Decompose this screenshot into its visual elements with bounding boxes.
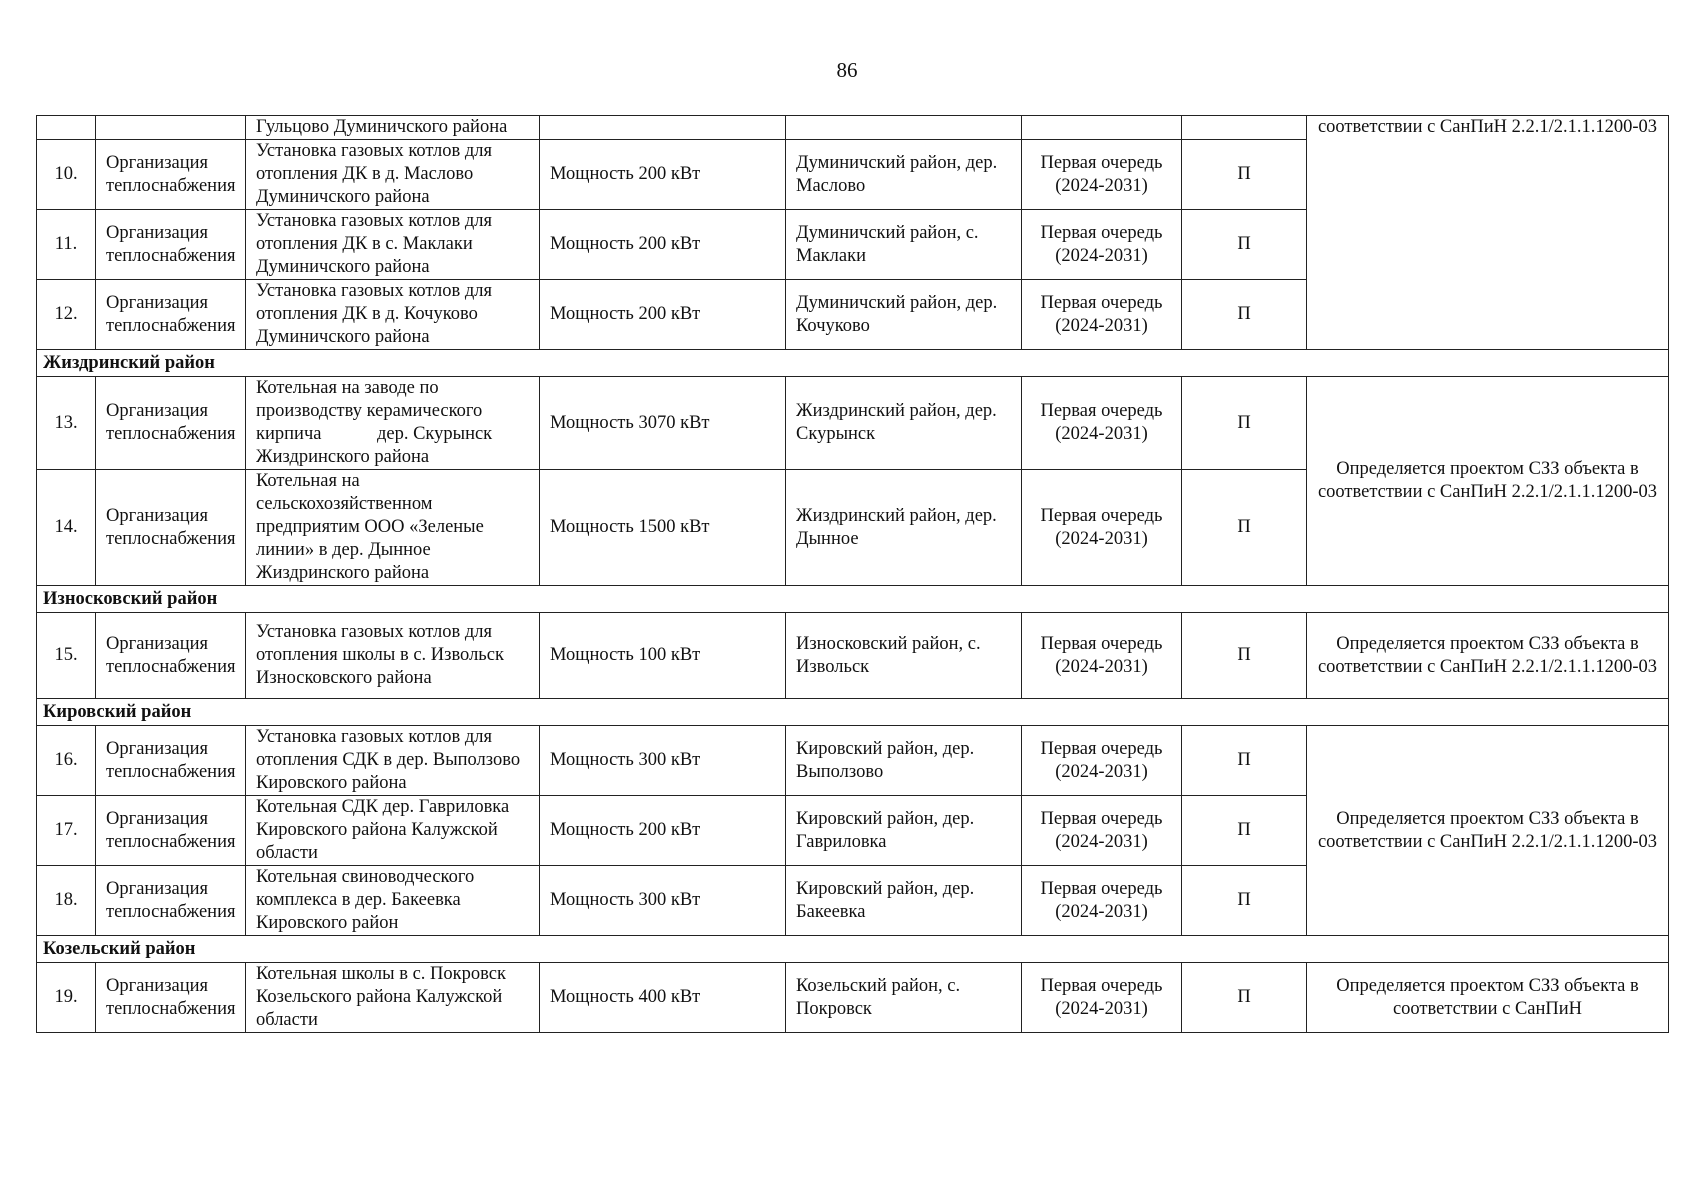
table-row (37, 613, 1669, 699)
row-stage: Первая очередь (2024-2031) (1022, 377, 1182, 470)
norm-cell: Определяется проектом СЗЗ объекта в соответствии с СанПиН 2.2.1/2.1.1.1200-03 (1307, 377, 1669, 586)
row-power: Мощность 200 кВт (540, 140, 786, 210)
row-power: Мощность 1500 кВт (540, 470, 786, 586)
row-location: Износковский район, с. Извольск (786, 613, 1022, 699)
row-power: Мощность 200 кВт (540, 280, 786, 350)
row-name: Установка газовых котлов для отопления ДК в д. Маслово Думиничского района (246, 140, 540, 210)
section-title: Износковский район (37, 586, 1669, 613)
row-status: П (1182, 796, 1307, 866)
row-name: Установка газовых котлов для отопления СДК в дер. Выползово Кировского района (246, 726, 540, 796)
row-number: 16. (37, 726, 96, 796)
row-number: 13. (37, 377, 96, 470)
row-location: Жиздринский район, дер. Дынное (786, 470, 1022, 586)
table-row (37, 377, 1669, 470)
row-status: П (1182, 280, 1307, 350)
location-cell (786, 116, 1022, 140)
section-row (37, 586, 1669, 613)
row-location: Думиничский район, дер. Маслово (786, 140, 1022, 210)
norm-cell: соответствии с СанПиН 2.2.1/2.1.1.1200-03 (1307, 116, 1669, 350)
row-power: Мощность 200 кВт (540, 210, 786, 280)
row-status: П (1182, 726, 1307, 796)
row-power: Мощность 300 кВт (540, 726, 786, 796)
row-status: П (1182, 470, 1307, 586)
row-type: Организация теплоснабжения (96, 796, 246, 866)
row-name: Котельная на заводе по производству керамического кирпича дер. Скурынск Жиздринского района (246, 377, 540, 470)
row-type: Организация теплоснабжения (96, 866, 246, 936)
section-row (37, 350, 1669, 377)
section-row (37, 699, 1669, 726)
table-row (37, 963, 1669, 1033)
section-title: Жиздринский район (37, 350, 1669, 377)
row-power: Мощность 300 кВт (540, 866, 786, 936)
row-name: Котельная свиноводческого комплекса в дер. Бакеевка Кировского район (246, 866, 540, 936)
row-type: Организация теплоснабжения (96, 470, 246, 586)
row-number: 12. (37, 280, 96, 350)
norm-cell: Определяется проектом СЗЗ объекта в соответствии с СанПиН 2.2.1/2.1.1.1200-03 (1307, 613, 1669, 699)
row-type: Организация теплоснабжения (96, 280, 246, 350)
row-stage: Первая очередь (2024-2031) (1022, 613, 1182, 699)
row-number: 11. (37, 210, 96, 280)
row-stage: Первая очередь (2024-2031) (1022, 866, 1182, 936)
power-cell (540, 116, 786, 140)
row-status: П (1182, 210, 1307, 280)
row-number: 19. (37, 963, 96, 1033)
status-cell (1182, 116, 1307, 140)
row-number: 17. (37, 796, 96, 866)
row-location: Думиничский район, дер. Кочуково (786, 280, 1022, 350)
row-name: Котельная СДК дер. Гавриловка Кировского района Калужской области (246, 796, 540, 866)
row-number: 15. (37, 613, 96, 699)
row-name: Установка газовых котлов для отопления ДК в д. Кочуково Думиничского района (246, 280, 540, 350)
norm-cell: Определяется проектом СЗЗ объекта в соответствии с СанПиН 2.2.1/2.1.1.1200-03 (1307, 726, 1669, 936)
row-type: Организация теплоснабжения (96, 210, 246, 280)
row-status: П (1182, 377, 1307, 470)
row-type: Организация теплоснабжения (96, 140, 246, 210)
row-name: Установка газовых котлов для отопления школы в с. Извольск Износковского района (246, 613, 540, 699)
row-stage: Первая очередь (2024-2031) (1022, 210, 1182, 280)
section-title: Кировский район (37, 699, 1669, 726)
row-status: П (1182, 866, 1307, 936)
stage-cell (1022, 116, 1182, 140)
row-stage: Первая очередь (2024-2031) (1022, 796, 1182, 866)
name-cell: Гульцово Думиничского района (246, 116, 540, 140)
row-location: Кировский район, дер. Бакеевка (786, 866, 1022, 936)
row-stage: Первая очередь (2024-2031) (1022, 726, 1182, 796)
row-location: Жиздринский район, дер. Скурынск (786, 377, 1022, 470)
row-number: 18. (37, 866, 96, 936)
row-status: П (1182, 963, 1307, 1033)
objects-table (36, 115, 1669, 1033)
row-name: Котельная школы в с. Покровск Козельского района Калужской области (246, 963, 540, 1033)
row-power: Мощность 400 кВт (540, 963, 786, 1033)
row-type: Организация теплоснабжения (96, 726, 246, 796)
page-number: 86 (836, 58, 858, 82)
row-number: 10. (37, 140, 96, 210)
row-location: Думиничский район, с. Маклаки (786, 210, 1022, 280)
row-name: Котельная на сельскохозяйственном предприятим ООО «Зеленые линии» в дер. Дынное Жиздринского района (246, 470, 540, 586)
row-location: Кировский район, дер. Выползово (786, 726, 1022, 796)
row-type: Организация теплоснабжения (96, 613, 246, 699)
row-status: П (1182, 140, 1307, 210)
row-location: Кировский район, дер. Гавриловка (786, 796, 1022, 866)
row-type: Организация теплоснабжения (96, 963, 246, 1033)
row-number: 14. (37, 470, 96, 586)
row-type: Организация теплоснабжения (96, 377, 246, 470)
row-status: П (1182, 613, 1307, 699)
row-location: Козельский район, с. Покровск (786, 963, 1022, 1033)
row-name: Установка газовых котлов для отопления ДК в с. Маклаки Думиничского района (246, 210, 540, 280)
row-power: Мощность 200 кВт (540, 796, 786, 866)
table-row-continuation (37, 116, 1669, 140)
row-power: Мощность 100 кВт (540, 613, 786, 699)
type-cell (96, 116, 246, 140)
section-row (37, 936, 1669, 963)
num-cell (37, 116, 96, 140)
row-stage: Первая очередь (2024-2031) (1022, 470, 1182, 586)
table-row (37, 726, 1669, 796)
section-title: Козельский район (37, 936, 1669, 963)
norm-cell: Определяется проектом СЗЗ объекта в соответствии с СанПиН (1307, 963, 1669, 1033)
row-stage: Первая очередь (2024-2031) (1022, 963, 1182, 1033)
row-power: Мощность 3070 кВт (540, 377, 786, 470)
row-stage: Первая очередь (2024-2031) (1022, 280, 1182, 350)
row-stage: Первая очередь (2024-2031) (1022, 140, 1182, 210)
